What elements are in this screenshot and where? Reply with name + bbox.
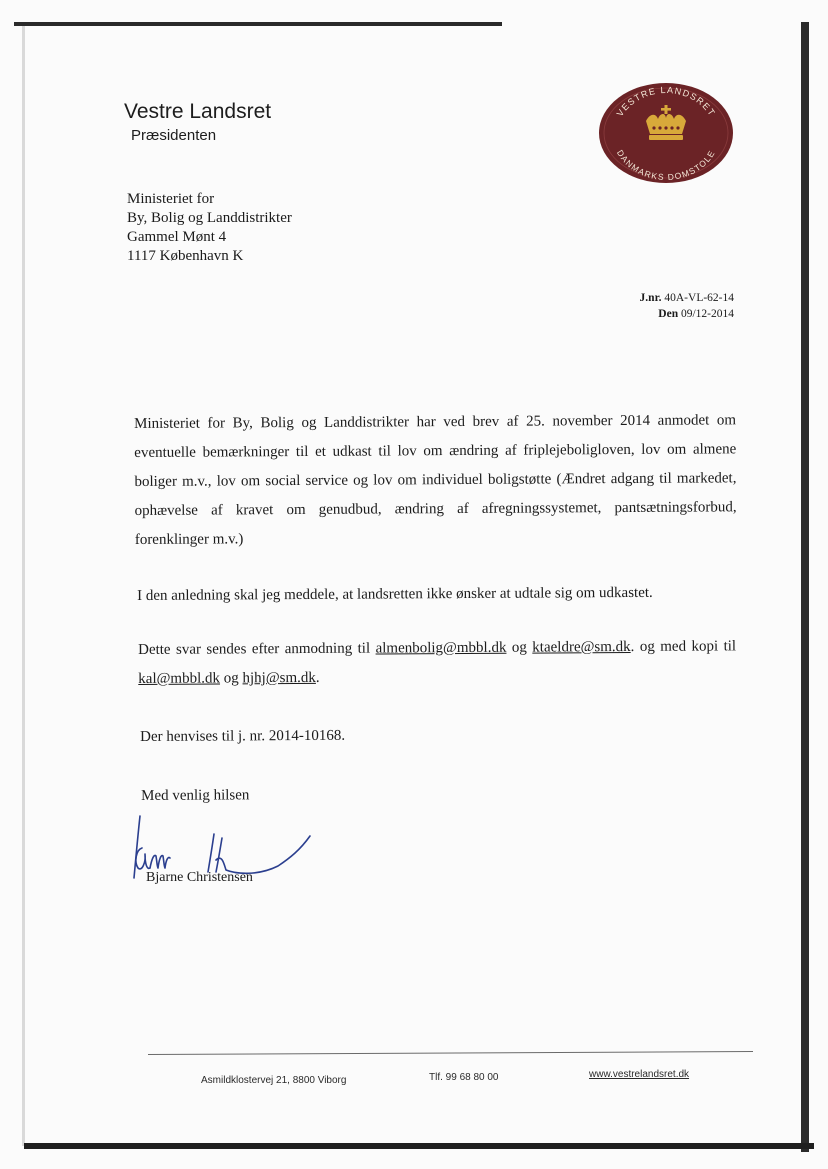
- footer-website-link[interactable]: www.vestrelandsret.dk: [589, 1069, 690, 1080]
- journal-number: [640, 290, 734, 306]
- email-link-kal[interactable]: kal@mbbl.dk: [138, 670, 221, 687]
- email-link-ktaeldre[interactable]: ktaeldre@sm.dk: [532, 638, 631, 656]
- closing-salutation: Med venlig hilsen: [141, 787, 250, 804]
- footer-address: Asmildklostervej 21, 8800 Viborg: [201, 1075, 347, 1086]
- court-seal-logo: [596, 81, 736, 185]
- letter-date: [640, 306, 734, 322]
- date-label: Den: [658, 308, 679, 320]
- journal-number-value: 40A-VL-62-14: [664, 292, 734, 304]
- recipient-address: [127, 190, 292, 266]
- scan-edge-left: [22, 26, 25, 1146]
- footer-divider: [148, 1051, 753, 1055]
- body-paragraph-request: Ministeriet for By, Bolig og Landdistrikter har ved brev af 25. november 2014 anmodet om eventuelle bemærkninger til et udkast til lov om ændring af friplejeboligloven, lov om almene boliger m.v., lov om social service og lov om individuel boligstøtte (Ændret adgang til markedet, ophævelse af kravet om genudbud, ændring af afregningssystemet, pantsætningsforbud, forenklinger m.v.): [134, 412, 737, 548]
- organization-name: Vestre Landsret: [124, 100, 272, 123]
- distribution-text: .: [315, 669, 320, 686]
- signer-name: Bjarne Christensen: [146, 870, 253, 885]
- distribution-text: . og med kopi til: [630, 638, 737, 655]
- distribution-text: og: [219, 670, 243, 687]
- date-value: 09/12-2014: [680, 308, 734, 320]
- recipient-line: 1117 København K: [127, 248, 244, 264]
- journal-number-label: J.nr.: [639, 292, 662, 304]
- svg-text:VESTRE LANDSRET: VESTRE LANDSRET: [614, 84, 718, 119]
- body-paragraph-response: I den anledning skal jeg meddele, at landsretten ikke ønsker at udtale sig om udkastet.: [137, 584, 653, 604]
- scan-edge-right: [801, 22, 809, 1152]
- recipient-line: By, Bolig og Landdistrikter: [127, 210, 292, 226]
- recipient-line: Gammel Mønt 4: [127, 229, 227, 245]
- distribution-text: og: [506, 639, 533, 656]
- body-paragraph-distribution: [138, 632, 736, 694]
- footer-phone: Tlf. 99 68 80 00: [429, 1072, 499, 1083]
- email-link-almenbolig[interactable]: almenbolig@mbbl.dk: [375, 639, 507, 657]
- scan-edge-bottom: [24, 1143, 814, 1149]
- recipient-line: Ministeriet for: [127, 191, 215, 207]
- svg-text:DANMARKS DOMSTOLE: DANMARKS DOMSTOLE: [614, 148, 718, 183]
- body-paragraph-reference: Der henvises til j. nr. 2014-10168.: [140, 727, 346, 745]
- organization-office: Præsidenten: [131, 127, 217, 144]
- email-link-hjhj[interactable]: hjhj@sm.dk: [242, 669, 316, 687]
- scan-edge-top: [14, 22, 502, 26]
- distribution-text: Dette svar sendes efter anmodning til: [138, 640, 376, 658]
- reference-block: [640, 290, 734, 322]
